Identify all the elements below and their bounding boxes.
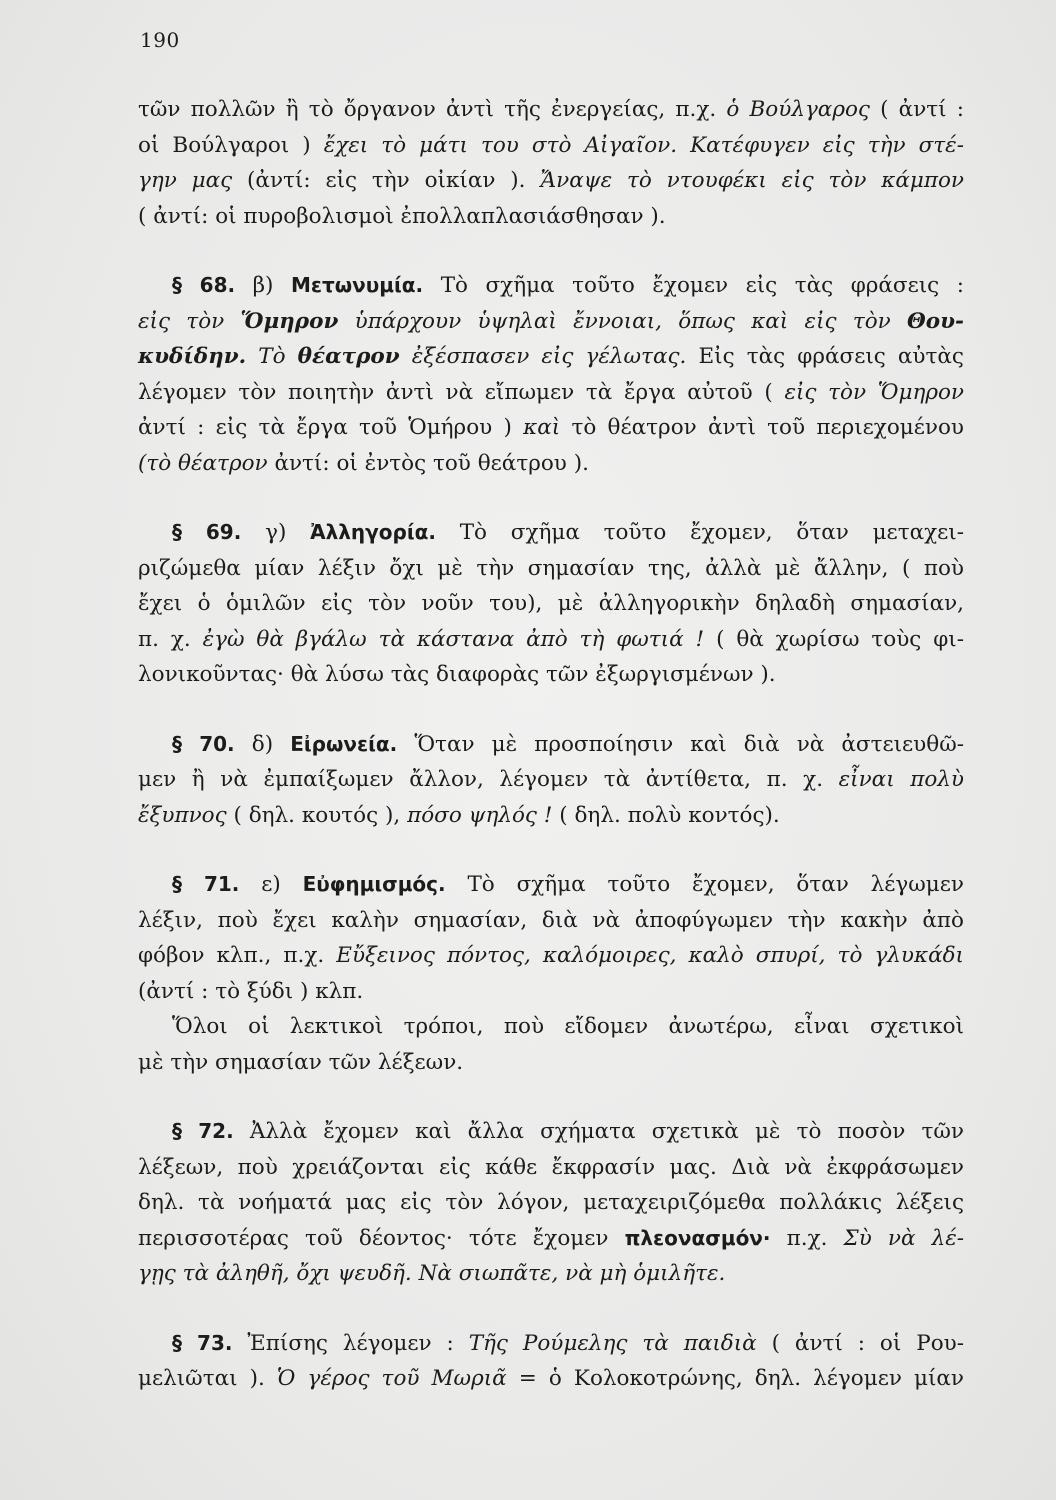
example-run: ἐγὼ θὰ βγάλω τὰ κάστανα ἀπὸ τὴ φωτιά ! [202,626,705,652]
section-number: § 70. [172,731,235,756]
emphasis-run: Ὅμηρον [240,308,339,334]
section-71 [138,867,964,1080]
text-line [138,92,964,128]
text-line [138,375,964,411]
emphasis-run: κυδίδην. [138,344,247,369]
section-label: β) [252,273,274,298]
section-70 [138,727,964,834]
example-run: Τὸ [258,344,286,369]
example-run: καὶ [523,415,561,440]
section-number: § 69. [172,520,242,544]
example-run: (τὸ θέατρον [138,450,268,476]
text-run: φόβον κλπ., π.χ. [138,943,325,968]
text-run: οἱ Βούλγαροι ) [138,132,311,158]
section-72 [138,1114,964,1292]
text-line [138,798,964,834]
section-label: ε) [261,872,281,897]
section-title: Εἰρωνεία. [290,731,398,756]
section-number: § 73. [172,1330,233,1355]
section-68 [138,268,964,481]
text-run: = ὁ Κολοκοτρώνης, δηλ. λέγομεν μίαν [518,1366,964,1391]
text-run: π.χ. [786,1225,828,1251]
text-run: περισσοτέρας τοῦ δέοντος· τότε ἔχομεν [138,1225,609,1251]
example-run: Σὺ νὰ λέ- [843,1225,964,1251]
text-line [138,1221,964,1257]
text-line: γῃς τὰ ἀληθῆ, ὄχι ψευδῆ. Νὰ σιωπᾶτε, νὰ μὴ ὁμιλῆτε. [138,1261,726,1286]
text-line: λέξιν, ποὺ ἔχει καλὴν σημασίαν, διὰ νὰ ἀποφύγωμεν τὴν κακὴν ἀπὸ [138,907,964,933]
section-title: Μετωνυμία. [290,273,424,297]
text-line [138,515,964,551]
text-run: ( δηλ. πολὺ κοντός). [559,802,780,828]
text-line: ( ἀντί: οἱ πυροβολισμοὶ ἐπολλαπλασιάσθησαν ). [138,203,666,229]
emphasis-run: θέατρον [297,344,400,369]
text-run: Ὅταν μὲ προσποίησιν καὶ διὰ νὰ ἀστειευθῶ- [414,731,964,757]
text-run: μελιῶται ). [138,1366,265,1391]
section-label: γ) [265,520,287,545]
section-label: δ) [251,731,274,757]
text-run: Ἀλλὰ ἔχομεν καὶ ἄλλα σχήματα σχετικὰ μὲ τὸ ποσὸν τῶν [249,1119,964,1144]
text-line [138,1114,964,1150]
example-run: ἔξυπνος [138,802,227,828]
emphasis-run: Θου- [907,308,964,334]
text-line [138,446,964,482]
text-run: τὸ θέατρον ἀντὶ τοῦ περιεχομένου [571,415,964,440]
text-line: λονικοῦντας· θὰ λύσω τὰς διαφορὰς τῶν ἐξωργισμένων ). [138,662,776,687]
text-run: Τὸ σχῆμα τοῦτο ἔχομεν εἰς τὰς φράσεις : [440,273,964,298]
text-run: ( δηλ. κουτός ), [233,802,401,828]
text-line [138,304,964,340]
paragraph-continuation [138,92,964,234]
example-run: Τῆς Ρούμελης τὰ παιδιὰ [468,1330,757,1356]
example-run: Ὁ γέρος τοῦ Μωριᾶ [276,1366,507,1391]
text-run: Τὸ σχῆμα τοῦτο ἔχομεν, ὅταν λέγωμεν [467,872,964,897]
text-run: π. χ. [138,626,191,652]
text-run: ( ἀντί : [880,97,964,122]
text-run: λέγομεν τὸν ποιητὴν ἀντὶ νὰ εἴπωμεν τὰ ἔργα αὐτοῦ ( [138,379,773,405]
section-title: Εὐφημισμός. [302,872,446,896]
example-run: Ἄναψε τὸ ντουφέκι εἰς τὸν κάμπον [540,168,964,193]
text-run: τῶν πολλῶν ἢ τὸ ὄργανον ἀντὶ τῆς ἐνεργείας, π.χ. [138,97,717,122]
example-run: πόσο ψηλός ! [407,802,553,828]
example-run: Εὔξεινος πόντος, καλόμοιρες, καλὸ σπυρί, τὸ γλυκάδι [336,943,964,968]
section-number: § 68. [172,273,236,297]
text-run: (ἀντί: εἰς τὴν οἰκίαν ). [247,168,526,193]
text-line: δηλ. τὰ νοήματά μας εἰς τὸν λόγον, μεταχειριζόμεθα πολλάκις λέξεις [138,1190,964,1215]
example-run: ἔχει τὸ μάτι του στὸ Αἰγαῖον. Κατέφυγεν εἰς τὴν στέ- [323,132,964,158]
section-number: § 71. [172,872,240,896]
text-line [138,622,964,658]
text-run: ( ἀντί : οἱ Ρου- [771,1330,964,1356]
text-line [138,163,964,199]
text-line [138,128,964,164]
section-69 [138,515,964,693]
text-run: Εἰς τὰς φράσεις αὐτὰς [698,344,964,369]
example-run: ἐξέσπασεν εἰς γέλωτας. [411,344,687,369]
example-run: ὑπάρχουν ὑψηλαὶ ἔννοιαι, ὅπως καὶ εἰς τὸν [354,308,891,334]
text-line [138,410,964,446]
section-number: § 72. [172,1119,234,1143]
section-title: Ἀλληγορία. [310,520,436,544]
text-line [138,867,964,903]
text-line: Ὅλοι οἱ λεκτικοὶ τρόποι, ποὺ εἴδομεν ἀνωτέρω, εἶναι σχετικοὶ [172,1014,964,1039]
text-line [138,938,964,974]
text-line [138,762,964,798]
example-run: εἰς τὸν Ὅμηρον [784,379,964,405]
text-line: λέξεων, ποὺ χρειάζονται εἰς κάθε ἔκφρασίν μας. Διὰ νὰ ἐκφράσωμεν [138,1154,964,1180]
emphasis-run: πλεονασμόν· [624,1225,771,1250]
text-line [138,1326,964,1362]
text-line: (ἀντί : τὸ ξύδι ) κλπ. [138,978,364,1004]
text-run: Τὸ σχῆμα τοῦτο ἔχομεν, ὅταν μεταχει- [459,520,964,545]
example-run: γην μας [138,168,233,193]
text-line: ἔχει ὁ ὁμιλῶν εἰς τὸν νοῦν του), μὲ ἀλληγορικὴν δηλαδὴ σημασίαν, [138,591,964,616]
text-run: Ἐπίσης λέγομεν : [247,1330,454,1356]
page-text [138,92,964,1397]
example-run: εἰς τὸν [138,308,225,334]
text-line [138,727,964,763]
text-line [138,268,964,304]
text-run: ἀντί: οἱ ἐντὸς τοῦ θεάτρου ). [274,450,589,476]
text-line [138,339,964,375]
example-run: ὁ Βούλγαρος [726,97,870,122]
text-line: μὲ τὴν σημασίαν τῶν λέξεων. [138,1049,464,1075]
text-run: ( θὰ χωρίσω τοὺς φι- [716,626,964,652]
section-73 [138,1326,964,1397]
text-line [138,1361,964,1397]
text-run: μεν ἢ νὰ ἐμπαίξωμεν ἄλλον, λέγομεν τὰ ἀντίθετα, π. χ. [138,767,824,792]
page-number: 190 [140,28,180,52]
text-run: ἀντί : εἰς τὰ ἔργα τοῦ Ὁμήρου ) [138,415,512,440]
example-run: εἶναι πολὺ [838,767,964,792]
text-line: ριζώμεθα μίαν λέξιν ὄχι μὲ τὴν σημασίαν της, ἀλλὰ μὲ ἄλλην, ( ποὺ [138,555,964,581]
